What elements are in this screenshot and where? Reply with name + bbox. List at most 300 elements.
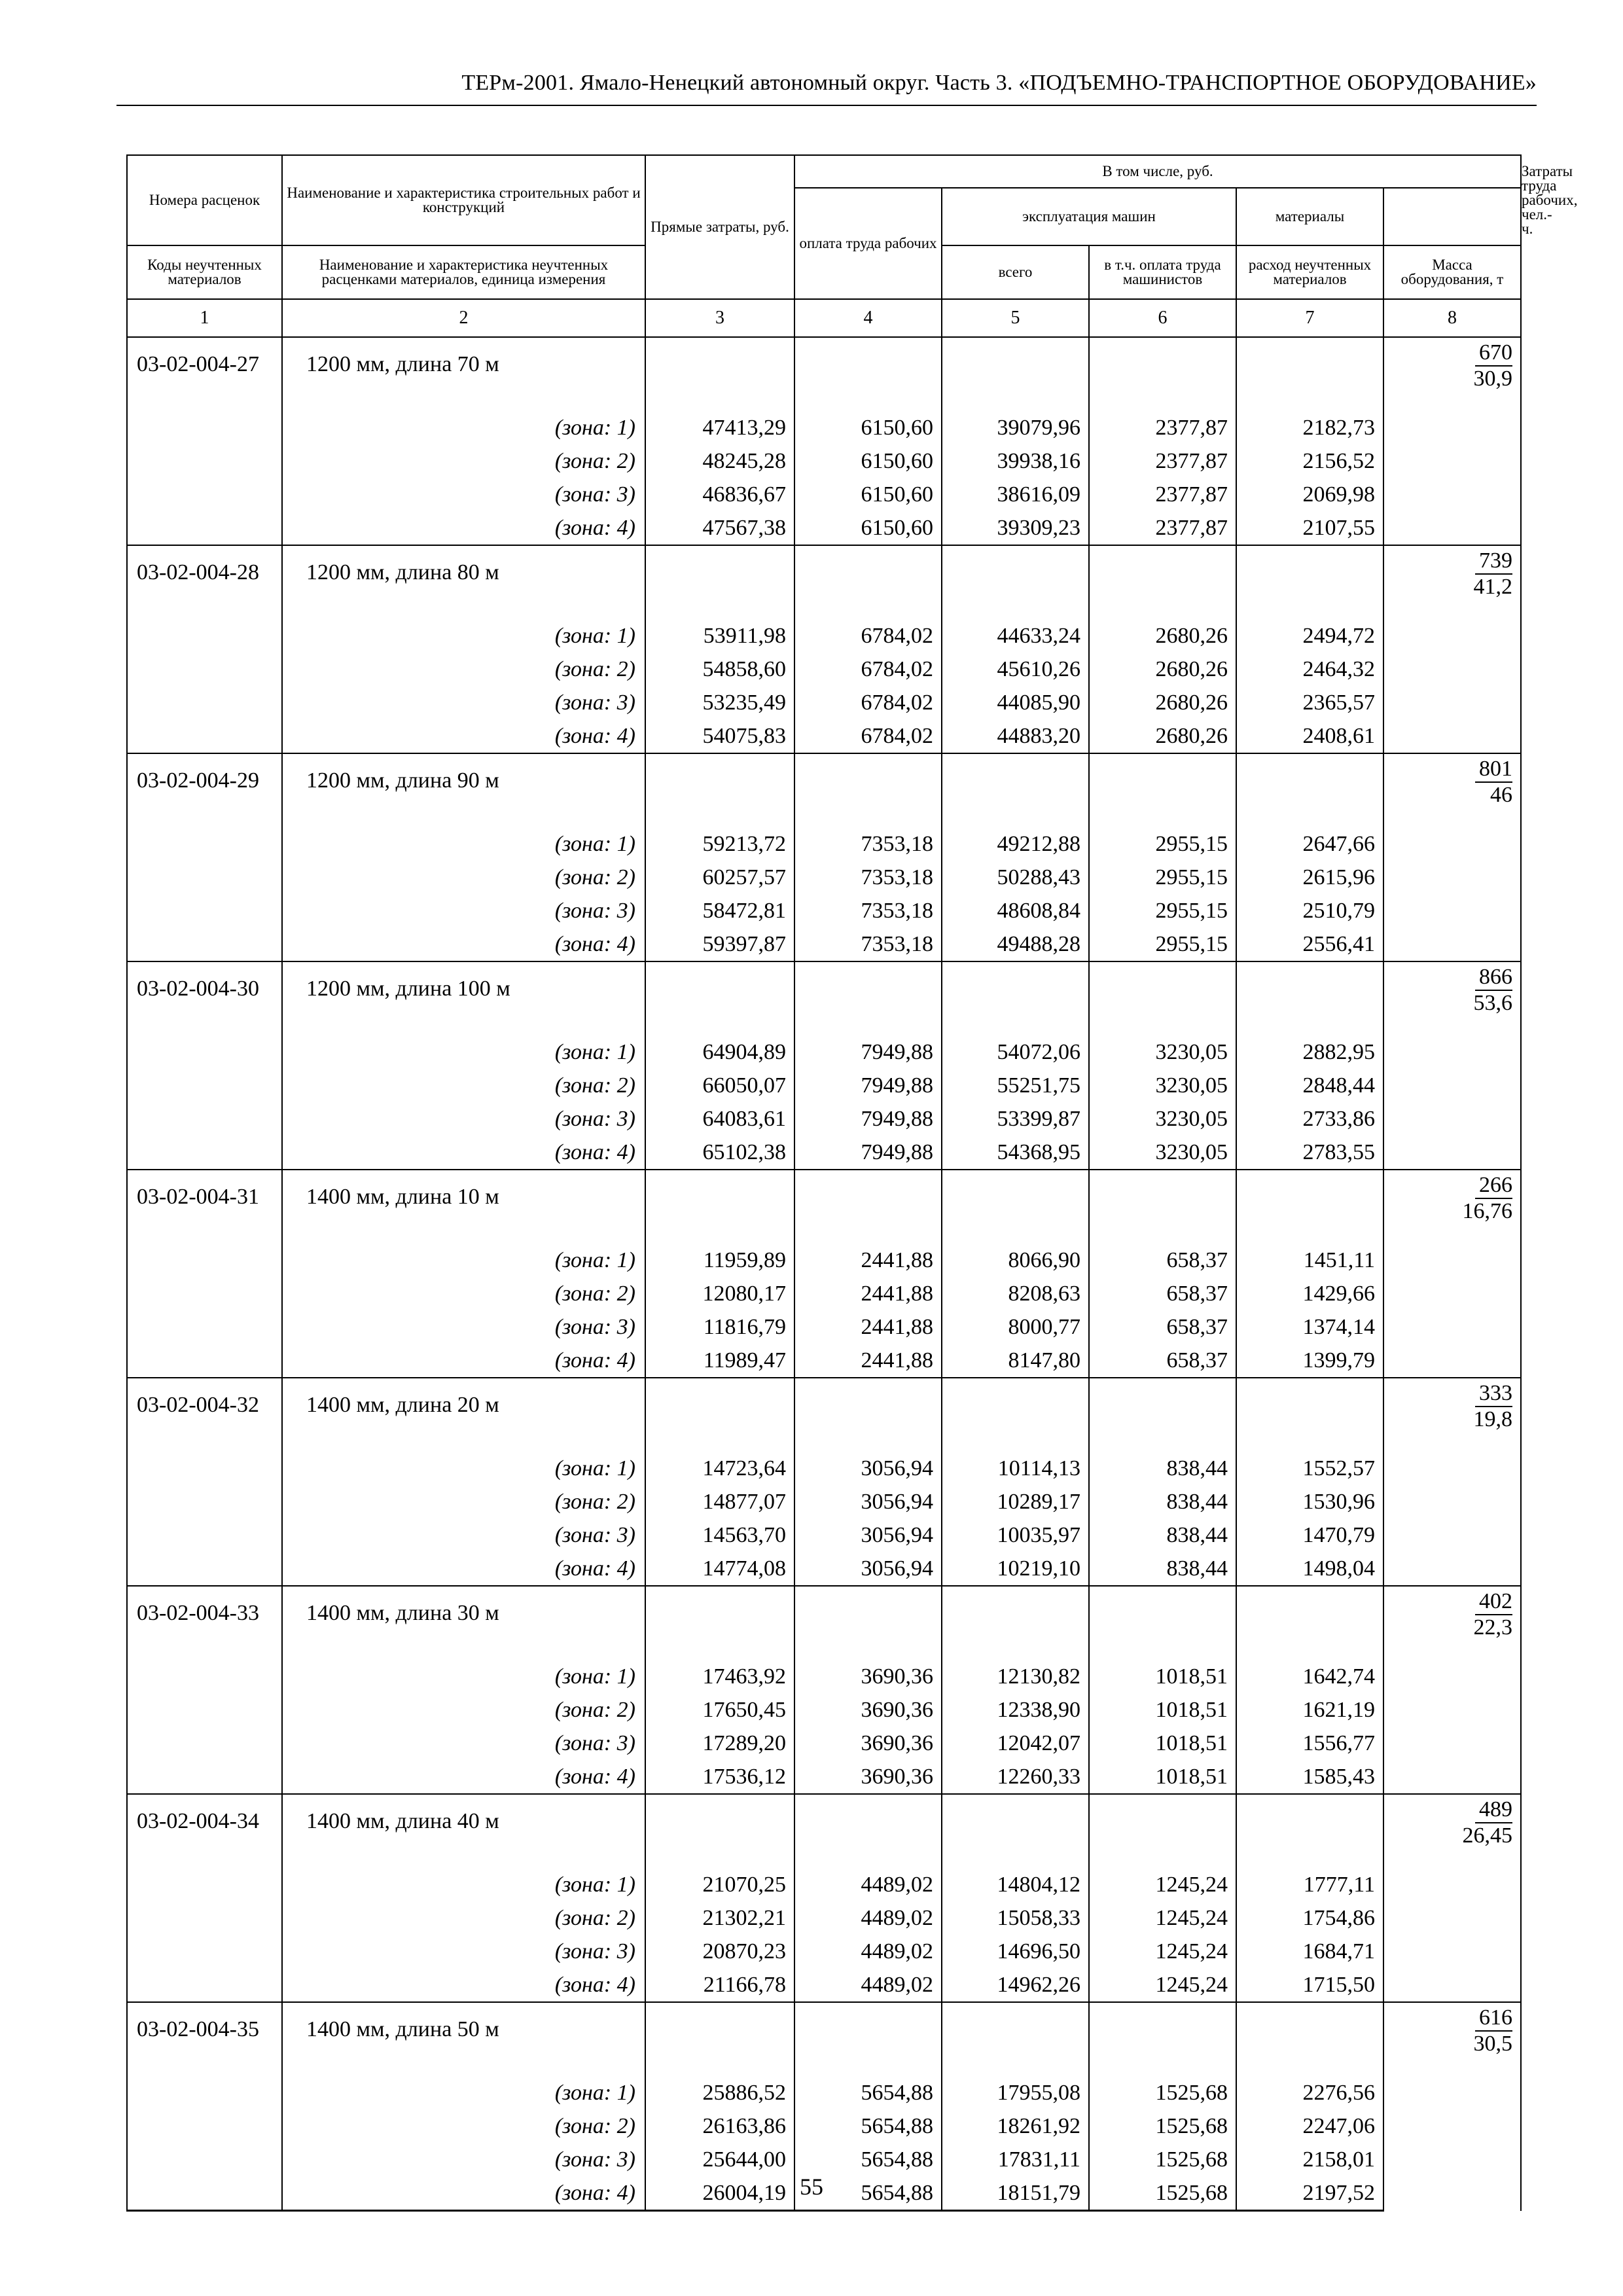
wages: 6784,02 xyxy=(794,686,942,719)
materials: 1530,96 xyxy=(1236,1485,1383,1518)
rate-code: 03-02-004-33 xyxy=(127,1586,282,1660)
header-machinist-wages: в т.ч. оплата труда машинистов xyxy=(1089,245,1236,299)
materials: 1429,66 xyxy=(1236,1277,1383,1310)
materials: 1552,57 xyxy=(1236,1452,1383,1485)
direct-costs: 59213,72 xyxy=(645,827,794,861)
header-unaccounted-materials: расход неучтенных материалов xyxy=(1236,245,1383,299)
machines-total: 8147,80 xyxy=(942,1344,1089,1378)
column-number: 3 xyxy=(645,299,794,337)
wages: 6150,60 xyxy=(794,411,942,444)
zone-row xyxy=(127,1452,1521,1485)
wages: 3056,94 xyxy=(794,1452,942,1485)
empty-cell xyxy=(1089,337,1236,411)
empty-cell xyxy=(645,545,794,619)
zone-label: (зона: 1) xyxy=(282,1452,645,1485)
machines-total: 12338,90 xyxy=(942,1693,1089,1727)
page-header: ТЕРм-2001. Ямало-Ненецкий автономный округ. Часть 3. «ПОДЪЕМНО-ТРАНСПОРТНОЕ ОБОРУДОВАНИЕ» xyxy=(461,71,1537,95)
materials: 1642,74 xyxy=(1236,1660,1383,1693)
machinist-wages: 2680,26 xyxy=(1089,719,1236,753)
rate-code: 03-02-004-34 xyxy=(127,1794,282,1868)
empty-cell xyxy=(942,961,1089,1035)
wages: 7353,18 xyxy=(794,927,942,961)
zone-label: (зона: 1) xyxy=(282,1035,645,1069)
wages: 7949,88 xyxy=(794,1069,942,1102)
labor-value: 266 xyxy=(1475,1173,1512,1199)
rate-name: 1400 мм, длина 10 м xyxy=(282,1170,645,1244)
machines-total: 38616,09 xyxy=(942,478,1089,511)
direct-costs: 53911,98 xyxy=(645,619,794,653)
rate-name: 1200 мм, длина 80 м xyxy=(282,545,645,619)
wages: 7353,18 xyxy=(794,894,942,927)
column-number: 7 xyxy=(1236,299,1383,337)
zone-row xyxy=(127,1035,1521,1069)
rate-code: 03-02-004-30 xyxy=(127,961,282,1035)
zone-label: (зона: 4) xyxy=(282,1136,645,1170)
zone-label: (зона: 1) xyxy=(282,2076,645,2109)
materials: 2158,01 xyxy=(1236,2143,1383,2176)
machinist-wages: 3230,05 xyxy=(1089,1102,1236,1136)
machinist-wages: 2680,26 xyxy=(1089,686,1236,719)
wages: 3056,94 xyxy=(794,1552,942,1586)
empty-cell xyxy=(1089,1586,1236,1660)
empty-cell xyxy=(127,1136,282,1170)
zone-label: (зона: 2) xyxy=(282,653,645,686)
empty-cell xyxy=(127,894,282,927)
machines-total: 12260,33 xyxy=(942,1760,1089,1794)
empty-cell xyxy=(645,1586,794,1660)
zone-row xyxy=(127,1693,1521,1727)
materials: 1451,11 xyxy=(1236,1244,1383,1277)
machines-total: 49212,88 xyxy=(942,827,1089,861)
machines-total: 18261,92 xyxy=(942,2109,1089,2143)
zone-label: (зона: 4) xyxy=(282,719,645,753)
direct-costs: 26004,19 xyxy=(645,2176,794,2211)
direct-costs: 47567,38 xyxy=(645,511,794,545)
rate-name: 1200 мм, длина 90 м xyxy=(282,753,645,827)
empty-cell xyxy=(1089,753,1236,827)
machines-total: 17831,11 xyxy=(942,2143,1089,2176)
direct-costs: 17536,12 xyxy=(645,1760,794,1794)
zone-row xyxy=(127,1485,1521,1518)
empty-cell xyxy=(794,1378,942,1452)
zone-row xyxy=(127,1935,1521,1968)
zone-row xyxy=(127,1660,1521,1693)
materials: 1399,79 xyxy=(1236,1344,1383,1378)
machinist-wages: 658,37 xyxy=(1089,1344,1236,1378)
empty-cell xyxy=(794,1794,942,1868)
direct-costs: 64904,89 xyxy=(645,1035,794,1069)
wages: 7949,88 xyxy=(794,1136,942,1170)
mass-value: 53,6 xyxy=(1473,991,1512,1015)
empty-cell xyxy=(127,1069,282,1102)
header-equipment-mass: Масса оборудования, т xyxy=(1383,245,1521,299)
machinist-wages: 838,44 xyxy=(1089,1552,1236,1586)
zone-label: (зона: 3) xyxy=(282,1518,645,1552)
zone-label: (зона: 3) xyxy=(282,1935,645,1968)
zone-label: (зона: 4) xyxy=(282,1344,645,1378)
empty-cell xyxy=(1089,2002,1236,2076)
zone-label: (зона: 2) xyxy=(282,2109,645,2143)
zone-label: (зона: 2) xyxy=(282,861,645,894)
empty-cell xyxy=(942,337,1089,411)
zone-row xyxy=(127,411,1521,444)
machines-total: 44883,20 xyxy=(942,719,1089,753)
empty-cell xyxy=(127,1760,282,1794)
zone-row xyxy=(127,444,1521,478)
column-number-row xyxy=(127,299,1521,337)
machines-total: 17955,08 xyxy=(942,2076,1089,2109)
empty-cell xyxy=(127,927,282,961)
empty-cell xyxy=(645,961,794,1035)
machines-total: 10114,13 xyxy=(942,1452,1089,1485)
zone-row xyxy=(127,1277,1521,1310)
wages: 6150,60 xyxy=(794,511,942,545)
zone-row xyxy=(127,894,1521,927)
rate-name: 1400 мм, длина 20 м xyxy=(282,1378,645,1452)
wages: 3690,36 xyxy=(794,1760,942,1794)
direct-costs: 14563,70 xyxy=(645,1518,794,1552)
wages: 6150,60 xyxy=(794,478,942,511)
empty-cell xyxy=(942,1586,1089,1660)
zone-row xyxy=(127,478,1521,511)
labor-cell xyxy=(1383,753,1521,961)
rate-title-row xyxy=(127,2002,1521,2076)
machinist-wages: 2377,87 xyxy=(1089,411,1236,444)
zone-row xyxy=(127,2076,1521,2109)
empty-cell xyxy=(127,1868,282,1901)
direct-costs: 58472,81 xyxy=(645,894,794,927)
wages: 3056,94 xyxy=(794,1518,942,1552)
wages: 6150,60 xyxy=(794,444,942,478)
machines-total: 45610,26 xyxy=(942,653,1089,686)
machines-total: 44633,24 xyxy=(942,619,1089,653)
machinist-wages: 838,44 xyxy=(1089,1518,1236,1552)
empty-cell xyxy=(1089,1794,1236,1868)
direct-costs: 59397,87 xyxy=(645,927,794,961)
wages: 5654,88 xyxy=(794,2143,942,2176)
empty-cell xyxy=(127,1552,282,1586)
wages: 4489,02 xyxy=(794,1935,942,1968)
zone-row xyxy=(127,1310,1521,1344)
wages: 3056,94 xyxy=(794,1485,942,1518)
rate-name: 1400 мм, длина 50 м xyxy=(282,2002,645,2076)
machines-total: 8066,90 xyxy=(942,1244,1089,1277)
zone-row xyxy=(127,1760,1521,1794)
empty-cell xyxy=(1089,1378,1236,1452)
column-number: 5 xyxy=(942,299,1089,337)
direct-costs: 17289,20 xyxy=(645,1727,794,1760)
wages: 2441,88 xyxy=(794,1310,942,1344)
empty-cell xyxy=(942,1378,1089,1452)
machinist-wages: 2955,15 xyxy=(1089,827,1236,861)
direct-costs: 26163,86 xyxy=(645,2109,794,2143)
materials: 2247,06 xyxy=(1236,2109,1383,2143)
direct-costs: 48245,28 xyxy=(645,444,794,478)
materials: 1754,86 xyxy=(1236,1901,1383,1935)
direct-costs: 11816,79 xyxy=(645,1310,794,1344)
direct-costs: 14774,08 xyxy=(645,1552,794,1586)
machinist-wages: 1245,24 xyxy=(1089,1868,1236,1901)
wages: 4489,02 xyxy=(794,1968,942,2002)
direct-costs: 54075,83 xyxy=(645,719,794,753)
empty-cell xyxy=(127,1518,282,1552)
column-number: 8 xyxy=(1383,299,1521,337)
empty-cell xyxy=(942,753,1089,827)
empty-cell xyxy=(1236,2002,1383,2076)
mass-value: 30,5 xyxy=(1473,2032,1512,2056)
materials: 1715,50 xyxy=(1236,1968,1383,2002)
wages: 3690,36 xyxy=(794,1693,942,1727)
empty-cell xyxy=(127,1244,282,1277)
machinist-wages: 2377,87 xyxy=(1089,511,1236,545)
machinist-wages: 2955,15 xyxy=(1089,894,1236,927)
rate-name: 1400 мм, длина 40 м xyxy=(282,1794,645,1868)
rate-code: 03-02-004-31 xyxy=(127,1170,282,1244)
zone-label: (зона: 1) xyxy=(282,619,645,653)
direct-costs: 65102,38 xyxy=(645,1136,794,1170)
empty-cell xyxy=(794,1170,942,1244)
materials: 2107,55 xyxy=(1236,511,1383,545)
machinist-wages: 1245,24 xyxy=(1089,1901,1236,1935)
zone-label: (зона: 3) xyxy=(282,1727,645,1760)
empty-cell xyxy=(942,1170,1089,1244)
direct-costs: 21070,25 xyxy=(645,1868,794,1901)
wages: 3690,36 xyxy=(794,1660,942,1693)
machines-total: 48608,84 xyxy=(942,894,1089,927)
empty-cell xyxy=(645,753,794,827)
empty-cell xyxy=(127,1310,282,1344)
wages: 5654,88 xyxy=(794,2076,942,2109)
direct-costs: 60257,57 xyxy=(645,861,794,894)
machines-total: 12130,82 xyxy=(942,1660,1089,1693)
labor-value: 670 xyxy=(1475,340,1512,367)
mass-value: 22,3 xyxy=(1473,1615,1512,1640)
zone-label: (зона: 2) xyxy=(282,1069,645,1102)
machines-total: 18151,79 xyxy=(942,2176,1089,2211)
column-number: 1 xyxy=(127,299,282,337)
zone-label: (зона: 2) xyxy=(282,1277,645,1310)
header-material-name: Наименование и характеристика неучтенных расценками материалов, единица измерения xyxy=(282,245,645,299)
empty-cell xyxy=(127,1277,282,1310)
empty-cell xyxy=(794,753,942,827)
machines-total: 10035,97 xyxy=(942,1518,1089,1552)
zone-row xyxy=(127,1102,1521,1136)
zone-label: (зона: 2) xyxy=(282,1693,645,1727)
rate-name: 1200 мм, длина 100 м xyxy=(282,961,645,1035)
wages: 7353,18 xyxy=(794,827,942,861)
wages: 5654,88 xyxy=(794,2109,942,2143)
empty-cell xyxy=(127,478,282,511)
machinist-wages: 2680,26 xyxy=(1089,653,1236,686)
zone-label: (зона: 4) xyxy=(282,2176,645,2211)
rate-group xyxy=(127,753,1521,961)
rate-group xyxy=(127,1586,1521,1794)
empty-cell xyxy=(127,1485,282,1518)
labor-cell xyxy=(1383,545,1521,753)
empty-cell xyxy=(645,1378,794,1452)
materials: 2510,79 xyxy=(1236,894,1383,927)
header-machines: эксплуатация машин xyxy=(942,188,1236,245)
empty-cell xyxy=(1236,337,1383,411)
machines-total: 54368,95 xyxy=(942,1136,1089,1170)
machinist-wages: 2377,87 xyxy=(1089,478,1236,511)
direct-costs: 66050,07 xyxy=(645,1069,794,1102)
materials: 2848,44 xyxy=(1236,1069,1383,1102)
zone-row xyxy=(127,1901,1521,1935)
zone-row xyxy=(127,1518,1521,1552)
materials: 2156,52 xyxy=(1236,444,1383,478)
direct-costs: 11959,89 xyxy=(645,1244,794,1277)
zone-row xyxy=(127,619,1521,653)
machinist-wages: 838,44 xyxy=(1089,1452,1236,1485)
empty-cell xyxy=(127,1452,282,1485)
labor-value: 801 xyxy=(1475,757,1512,783)
machinist-wages: 1018,51 xyxy=(1089,1660,1236,1693)
wages: 2441,88 xyxy=(794,1277,942,1310)
zone-label: (зона: 2) xyxy=(282,444,645,478)
zone-row xyxy=(127,1244,1521,1277)
rate-title-row xyxy=(127,1586,1521,1660)
mass-value: 30,9 xyxy=(1473,367,1512,391)
machinist-wages: 1525,68 xyxy=(1089,2176,1236,2211)
machinist-wages: 2955,15 xyxy=(1089,927,1236,961)
machines-total: 14804,12 xyxy=(942,1868,1089,1901)
empty-cell xyxy=(1236,753,1383,827)
zone-label: (зона: 4) xyxy=(282,927,645,961)
empty-cell xyxy=(1089,1170,1236,1244)
empty-cell xyxy=(794,545,942,619)
empty-cell xyxy=(127,1968,282,2002)
labor-cell xyxy=(1383,1378,1521,1586)
empty-cell xyxy=(127,2076,282,2109)
empty-cell xyxy=(127,1660,282,1693)
header-rule xyxy=(116,105,1537,106)
direct-costs: 11989,47 xyxy=(645,1344,794,1378)
rate-group xyxy=(127,1378,1521,1586)
labor-value: 402 xyxy=(1475,1589,1512,1615)
materials: 1777,11 xyxy=(1236,1868,1383,1901)
machines-total: 53399,87 xyxy=(942,1102,1089,1136)
zone-label: (зона: 3) xyxy=(282,478,645,511)
materials: 2276,56 xyxy=(1236,2076,1383,2109)
direct-costs: 25644,00 xyxy=(645,2143,794,2176)
rate-code: 03-02-004-28 xyxy=(127,545,282,619)
empty-cell xyxy=(794,961,942,1035)
rate-group xyxy=(127,1170,1521,1378)
labor-value: 866 xyxy=(1475,965,1512,991)
zone-row xyxy=(127,2143,1521,2176)
materials: 2182,73 xyxy=(1236,411,1383,444)
zone-row xyxy=(127,861,1521,894)
empty-cell xyxy=(942,2002,1089,2076)
empty-cell xyxy=(127,827,282,861)
wages: 4489,02 xyxy=(794,1868,942,1901)
wages: 6784,02 xyxy=(794,619,942,653)
empty-cell xyxy=(1236,1378,1383,1452)
direct-costs: 12080,17 xyxy=(645,1277,794,1310)
materials: 2464,32 xyxy=(1236,653,1383,686)
empty-cell xyxy=(127,1935,282,1968)
column-number: 2 xyxy=(282,299,645,337)
rate-code: 03-02-004-29 xyxy=(127,753,282,827)
machinist-wages: 838,44 xyxy=(1089,1485,1236,1518)
zone-label: (зона: 3) xyxy=(282,1310,645,1344)
labor-value: 739 xyxy=(1475,548,1512,575)
materials: 2197,52 xyxy=(1236,2176,1383,2211)
direct-costs: 20870,23 xyxy=(645,1935,794,1968)
machines-total: 14962,26 xyxy=(942,1968,1089,2002)
machinist-wages: 1018,51 xyxy=(1089,1727,1236,1760)
rate-code: 03-02-004-35 xyxy=(127,2002,282,2076)
materials: 1374,14 xyxy=(1236,1310,1383,1344)
materials: 2783,55 xyxy=(1236,1136,1383,1170)
machines-total: 39079,96 xyxy=(942,411,1089,444)
machines-total: 14696,50 xyxy=(942,1935,1089,1968)
rate-title-row xyxy=(127,337,1521,411)
empty-cell xyxy=(1236,1794,1383,1868)
zone-label: (зона: 1) xyxy=(282,827,645,861)
machines-total: 50288,43 xyxy=(942,861,1089,894)
direct-costs: 14877,07 xyxy=(645,1485,794,1518)
rate-name: 1400 мм, длина 30 м xyxy=(282,1586,645,1660)
wages: 3690,36 xyxy=(794,1727,942,1760)
rate-title-row xyxy=(127,1378,1521,1452)
machines-total: 15058,33 xyxy=(942,1901,1089,1935)
materials: 2556,41 xyxy=(1236,927,1383,961)
labor-value: 489 xyxy=(1475,1797,1512,1823)
materials: 1621,19 xyxy=(1236,1693,1383,1727)
empty-cell xyxy=(127,1727,282,1760)
empty-cell xyxy=(127,411,282,444)
empty-cell xyxy=(127,2143,282,2176)
header-including: В том числе, руб. xyxy=(794,155,1521,188)
machinist-wages: 3230,05 xyxy=(1089,1069,1236,1102)
zone-label: (зона: 2) xyxy=(282,1485,645,1518)
mass-value: 41,2 xyxy=(1473,575,1512,599)
empty-cell xyxy=(794,1586,942,1660)
table-head: Номера расценок Наименование и характеристика строительных работ и конструкций Прямые затраты, руб. В том числе, руб. Затраты труда рабочих, чел.-ч. оплата труда рабочих эксплуатация машин материалы Коды неучтенных материалов Наименование и характеристика неучтенных расценками материалов, единица измерения всего в т.ч. оплата труда машинистов расход неучтенных материалов Масса оборудования, т 1 2 3 4 5 6 7 8 xyxy=(127,155,1521,337)
wages: 6784,02 xyxy=(794,719,942,753)
direct-costs: 17650,45 xyxy=(645,1693,794,1727)
column-number: 4 xyxy=(794,299,942,337)
machinist-wages: 658,37 xyxy=(1089,1244,1236,1277)
empty-cell xyxy=(942,545,1089,619)
machines-total: 12042,07 xyxy=(942,1727,1089,1760)
zone-row xyxy=(127,927,1521,961)
zone-row xyxy=(127,1136,1521,1170)
rate-code: 03-02-004-32 xyxy=(127,1378,282,1452)
direct-costs: 46836,67 xyxy=(645,478,794,511)
wages: 2441,88 xyxy=(794,1244,942,1277)
empty-cell xyxy=(127,444,282,478)
zone-label: (зона: 3) xyxy=(282,2143,645,2176)
machinist-wages: 1018,51 xyxy=(1089,1760,1236,1794)
empty-cell xyxy=(1236,1170,1383,1244)
machines-total: 44085,90 xyxy=(942,686,1089,719)
rate-name: 1200 мм, длина 70 м xyxy=(282,337,645,411)
zone-label: (зона: 3) xyxy=(282,686,645,719)
machinist-wages: 2680,26 xyxy=(1089,619,1236,653)
empty-cell xyxy=(942,1794,1089,1868)
materials: 1556,77 xyxy=(1236,1727,1383,1760)
zone-row xyxy=(127,1552,1521,1586)
empty-cell xyxy=(127,1901,282,1935)
zone-row xyxy=(127,719,1521,753)
zone-row xyxy=(127,827,1521,861)
materials: 2408,61 xyxy=(1236,719,1383,753)
machinist-wages: 658,37 xyxy=(1089,1310,1236,1344)
wages: 5654,88 xyxy=(794,2176,942,2211)
